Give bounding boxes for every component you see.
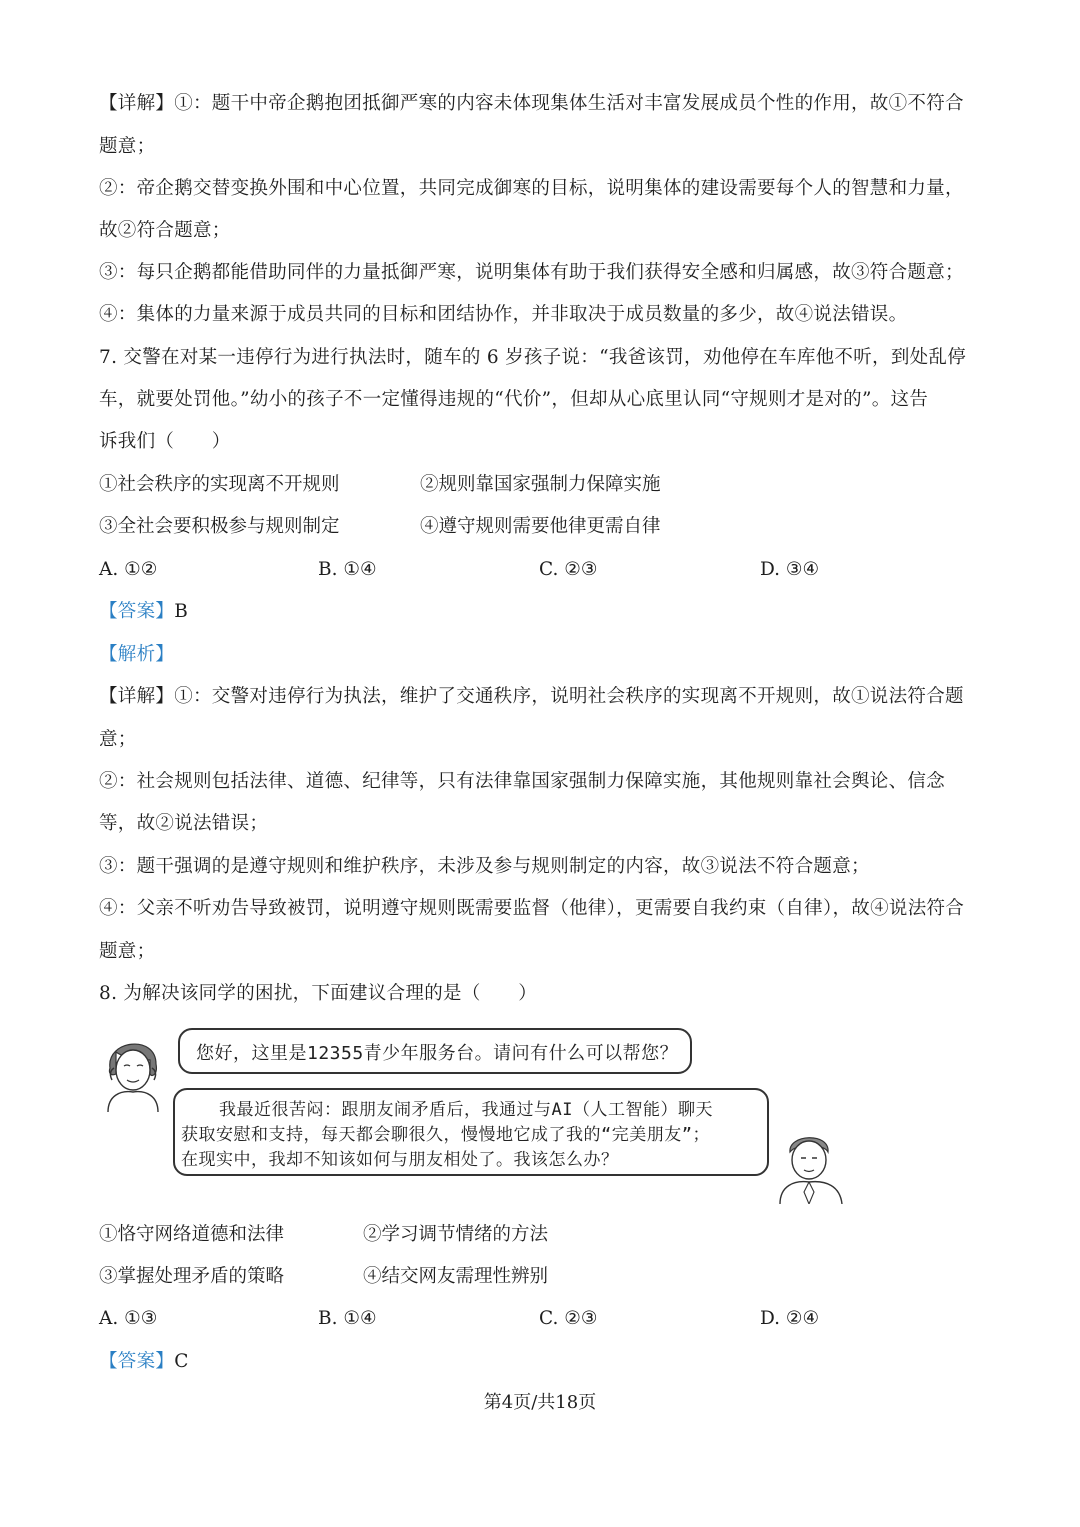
- q7-choice-a: A. ①②: [99, 559, 158, 580]
- q6-detail-line-5: ③：每只企鹅都能借助同伴的力量抵御严寒，说明集体有助于我们获得安全感和归属感，故③符合题意；: [99, 262, 964, 283]
- detail-tag: 【详解】: [99, 686, 175, 707]
- q7-detail-line-1: 【详解】①：交警对违停行为执法，维护了交通秩序，说明社会秩序的实现离不开规则，故①说法符合题: [99, 686, 964, 707]
- q7-analysis-tag: 【解析】: [99, 644, 175, 665]
- student-speech-line-1: 我最近很苦闷：跟朋友闹矛盾后，我通过与AI（人工智能）聊天: [219, 1100, 713, 1120]
- q8-stem: 8. 为解决该同学的困扰，下面建议合理的是（ ）: [99, 983, 538, 1004]
- q8-choice-a: A. ①③: [99, 1308, 158, 1329]
- q6-detail-line-6: ④：集体的力量来源于成员共同的目标和团结协作，并非取决于成员数量的多少，故④说法错误。: [99, 304, 908, 325]
- counselor-speech-text: 您好，这里是12355青少年服务台。请问有什么可以帮您？: [196, 1043, 679, 1064]
- q7-answer: [99, 599, 989, 625]
- q7-stem-line-3: 诉我们（ ）: [99, 431, 231, 452]
- q7-choice-b: B. ①④: [318, 559, 377, 580]
- counselor-illustration: [100, 1030, 166, 1112]
- q7-detail-line-5: ③：题干强调的是遵守规则和维护秩序，未涉及参与规则制定的内容，故③说法不符合题意；: [99, 856, 870, 877]
- q7-item-1: ①社会秩序的实现离不开规则: [99, 474, 340, 495]
- q7-stem-line-2: 车，就要处罚他。”幼小的孩子不一定懂得违规的“代价”，但却从心底里认同“守规则才是对的”。这告: [99, 389, 929, 410]
- answer-value: B: [174, 601, 189, 622]
- answer-value: C: [174, 1351, 189, 1372]
- page-footer: 第4页/共18页: [483, 1392, 597, 1413]
- student-speech-line-2: 获取安慰和支持，每天都会聊很久，慢慢地它成了我的“完美朋友”；: [181, 1125, 710, 1145]
- q7-item-3: ③全社会要积极参与规则制定: [99, 516, 340, 537]
- q7-stem-line-1: 7. 交警在对某一违停行为进行执法时，随车的 6 岁孩子说：“我爸该罚，劝他停在车库他不听，到处乱停: [99, 347, 967, 368]
- q6-detail-line-1: 【详解】①：题干中帝企鹅抱团抵御严寒的内容未体现集体生活对丰富发展成员个性的作用，故①不符合: [99, 93, 964, 114]
- counselor-speech-bubble: [178, 1028, 692, 1074]
- q8-item-1: ①恪守网络道德和法律: [99, 1224, 285, 1245]
- q7-detail-line-3: ②：社会规则包括法律、道德、纪律等，只有法律靠国家强制力保障实施，其他规则靠社会舆论、信念: [99, 771, 946, 792]
- q7-item-4: ④遵守规则需要他律更需自律: [420, 516, 661, 537]
- q7-item-2: ②规则靠国家强制力保障实施: [420, 474, 661, 495]
- q8-choice-b: B. ①④: [318, 1308, 377, 1329]
- student-speech-bubble: [173, 1088, 769, 1176]
- answer-tag: 【答案】: [99, 601, 175, 622]
- q8-item-2: ②学习调节情绪的方法: [363, 1224, 549, 1245]
- q6-detail-line-4: 故②符合题意；: [99, 220, 231, 241]
- q8-item-3: ③掌握处理矛盾的策略: [99, 1266, 285, 1287]
- q8-choice-d: D. ②④: [760, 1308, 820, 1329]
- q7-choice-d: D. ③④: [760, 559, 820, 580]
- q7-detail-line-6: ④：父亲不听劝告导致被罚，说明遵守规则既需要监督（他律），更需要自我约束（自律），故④说法符合: [99, 898, 965, 919]
- q8-answer: [99, 1349, 989, 1375]
- detail-tag: 【详解】: [99, 93, 175, 114]
- student-speech-line-3: 在现实中，我却不知该如何与朋友相处了。我该怎么办？: [181, 1150, 619, 1170]
- q7-detail-line-2: 意；: [99, 729, 137, 750]
- student-illustration: [774, 1128, 846, 1204]
- q6-detail-line-3: ②：帝企鹅交替变换外围和中心位置，共同完成御寒的目标，说明集体的建设需要每个人的智慧和力量，: [99, 178, 964, 199]
- q7-detail-line-4: 等，故②说法错误；: [99, 813, 269, 834]
- q8-item-4: ④结交网友需理性辨别: [363, 1266, 549, 1287]
- q8-choice-c: C. ②③: [539, 1308, 598, 1329]
- answer-tag: 【答案】: [99, 1351, 175, 1372]
- q7-detail-line-7: 题意；: [99, 941, 156, 962]
- q6-detail-line-2: 题意；: [99, 136, 156, 157]
- q7-choice-c: C. ②③: [539, 559, 598, 580]
